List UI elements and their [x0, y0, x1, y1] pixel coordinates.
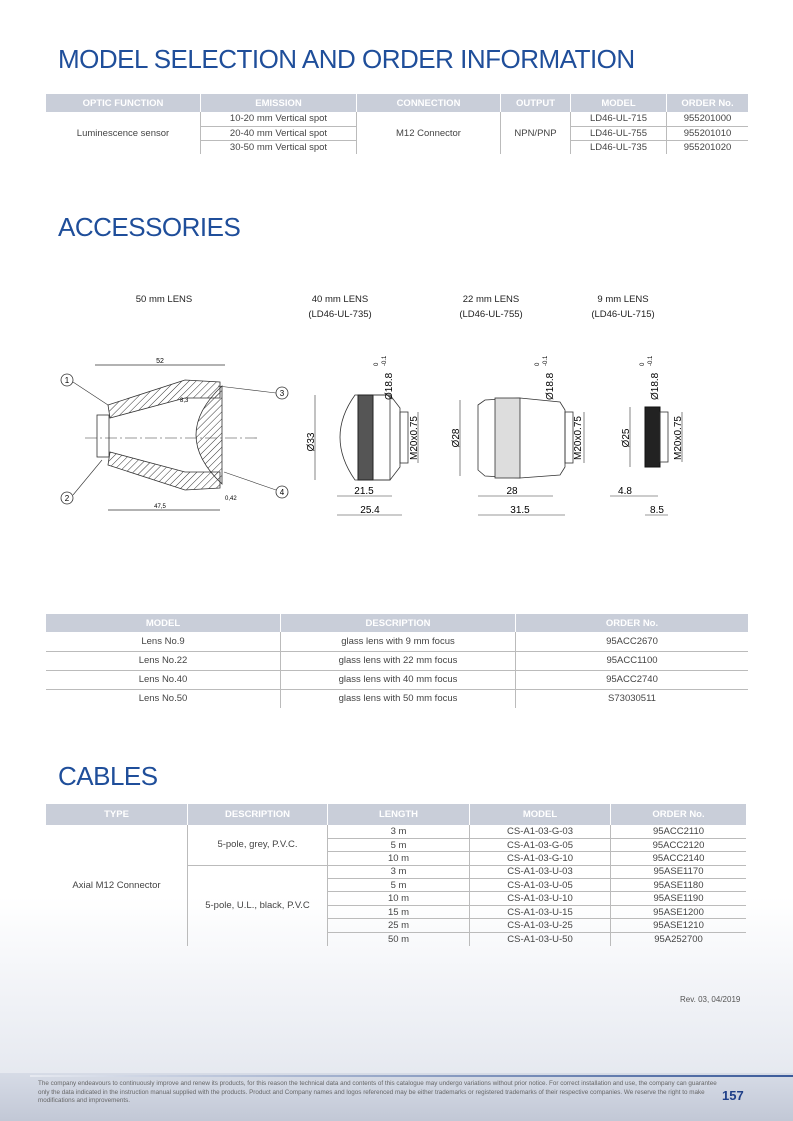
header-order-no: ORDER No.: [667, 94, 749, 112]
model-cell: Lens No.9: [46, 632, 281, 651]
bore-label: Ø18.8: [384, 372, 395, 400]
header-emission: EMISSION: [201, 94, 357, 112]
length-cell: 25 m: [328, 919, 470, 932]
length-cell: 50 m: [328, 932, 470, 945]
model-cell: Lens No.50: [46, 689, 281, 708]
model-cell: CS-A1-03-U-10: [470, 892, 611, 905]
model-cell: CS-A1-03-U-03: [470, 865, 611, 878]
lens40-title: 40 mm LENS: [311, 294, 369, 305]
lens40-model: (LD46-UL-735): [308, 309, 372, 320]
lens22-title: 22 mm LENS: [462, 294, 520, 305]
connection-cell: M12 Connector: [357, 112, 501, 154]
model-cell: CS-A1-03-U-05: [470, 879, 611, 892]
page-number: 157: [722, 1088, 744, 1103]
lens-element: [196, 386, 222, 484]
callout-2-label: 2: [64, 494, 70, 503]
callout-3-label: 3: [279, 389, 285, 398]
description-cell: 5-pole, U.L., black, P.V.C: [188, 865, 328, 945]
dia-label: Ø33: [306, 432, 317, 452]
tolerance-bottom: -0.1: [648, 355, 654, 366]
emission-cell: 30-50 mm Vertical spot: [201, 140, 357, 154]
order-cell: 955201000: [667, 112, 749, 126]
length-cell: 10 m: [328, 892, 470, 905]
lens40-drawing: [300, 350, 430, 520]
section-title-accessories: ACCESSORIES: [58, 212, 241, 242]
order-cell: 955201020: [683, 141, 732, 153]
dim-0-42: 0,42: [225, 496, 237, 502]
length-cell: 15 m: [328, 905, 470, 918]
dim-2: 8.5: [650, 505, 664, 516]
cables-table: [46, 804, 746, 946]
order-cell: 95ACC2110: [611, 825, 747, 838]
description-cell: 5-pole, grey, P.V.C.: [188, 825, 328, 865]
bore-label: Ø18.8: [545, 372, 556, 400]
tolerance-top: 0: [640, 362, 646, 366]
header-model: MODEL: [571, 94, 667, 112]
length-cell: 10 m: [328, 852, 470, 865]
table-row: [46, 651, 748, 670]
footer-divider: [30, 1075, 793, 1077]
header-description: DESCRIPTION: [188, 804, 328, 825]
leader-line: [73, 460, 102, 495]
output-cell: NPN/PNP: [501, 112, 571, 154]
length-cell: 5 m: [328, 879, 470, 892]
header-length: LENGTH: [328, 804, 470, 825]
lens50-drawing: [50, 350, 300, 520]
section-title-cables: CABLES: [58, 761, 158, 791]
knurled-ring: [358, 395, 373, 480]
model-cell: LD46-UL-755: [571, 126, 667, 140]
tolerance-bottom: -0.1: [543, 355, 549, 366]
order-cell: 955201010: [667, 126, 749, 140]
length-cell: 3 m: [328, 865, 470, 878]
dia-label: Ø25: [621, 428, 632, 448]
tolerance-top: 0: [535, 362, 541, 366]
table-header-row: [46, 94, 748, 112]
lens9-model: (LD46-UL-715): [591, 309, 655, 320]
type-cell: Axial M12 Connector: [46, 825, 188, 946]
order-cell: 95ACC1100: [516, 651, 749, 670]
dim-1: 28: [506, 486, 518, 497]
section-title-model-selection: MODEL SELECTION AND ORDER INFORMATION: [58, 44, 635, 74]
bore-label: Ø18.8: [650, 372, 661, 400]
lens9-drawing: [600, 350, 700, 520]
header-type: TYPE: [46, 804, 188, 825]
dim-1: 21.5: [354, 486, 374, 497]
footer-disclaimer: The company endeavours to continuously improve and renew its products, for this reason the technical data and contents of this catalogue may undergo variations without prior notice. For correct installation and use, the company can guarantee only the data indicated in the instruction manual supplied with the products. Product and Company names and logos referenced may be either trademarks or registered trademarks of their respective companies. We reserve the right to make modifications and improvements.: [38, 1080, 717, 1104]
leader-line: [218, 386, 276, 393]
dim-52: 52: [156, 358, 164, 365]
dim-8-3: 8,3: [180, 398, 189, 404]
emission-cell: 10-20 mm Vertical spot: [201, 112, 357, 126]
order-cell: S73030511: [608, 693, 656, 705]
table-header-row: [46, 804, 746, 825]
header-description: DESCRIPTION: [281, 614, 516, 632]
thread-label: M20x0.75: [409, 416, 420, 460]
model-cell: CS-A1-03-G-10: [470, 852, 611, 865]
model-cell: CS-A1-03-U-15: [470, 905, 611, 918]
order-cell: 95ASE1170: [611, 865, 747, 878]
table-row: [46, 632, 748, 651]
model-cell: CS-A1-03-G-05: [470, 838, 611, 851]
table-row: [46, 112, 748, 126]
thread-label: M20x0.75: [573, 416, 584, 460]
lens9-title: 9 mm LENS: [597, 294, 649, 305]
lens-mount: [97, 415, 109, 457]
header-order-no: ORDER No.: [611, 804, 747, 825]
model-cell: CS-A1-03-U-25: [470, 919, 611, 932]
description-cell: glass lens with 40 mm focus: [281, 670, 516, 689]
dim-2: 31.5: [510, 505, 530, 516]
header-optic-function: OPTIC FUNCTION: [46, 94, 201, 112]
knurled-ring: [645, 407, 660, 467]
order-cell: 95A252700: [654, 933, 703, 945]
header-connection: CONNECTION: [357, 94, 501, 112]
model-cell: Lens No.22: [46, 651, 281, 670]
lens22-model: (LD46-UL-755): [459, 309, 523, 320]
tolerance-top: 0: [374, 362, 380, 366]
callout-4-label: 4: [279, 488, 285, 497]
leader-line: [73, 382, 108, 405]
description-cell: glass lens with 9 mm focus: [281, 632, 516, 651]
header-output: OUTPUT: [501, 94, 571, 112]
header-order-no: ORDER No.: [516, 614, 749, 632]
knurled-ring: [495, 398, 520, 478]
header-model: MODEL: [470, 804, 611, 825]
dim-47-5: 47,5: [154, 504, 166, 510]
optic-function-cell: Luminescence sensor: [46, 112, 201, 154]
length-cell: 5 m: [328, 838, 470, 851]
lens22-drawing: [440, 350, 590, 520]
emission-cell: 20-40 mm Vertical spot: [201, 126, 357, 140]
lens50-title: 50 mm LENS: [135, 294, 193, 305]
model-cell: CS-A1-03-G-03: [470, 825, 611, 838]
dia-label: Ø28: [451, 428, 462, 448]
leader-line: [224, 472, 276, 490]
model-cell: CS-A1-03-U-50: [470, 932, 611, 945]
order-cell: 95ASE1180: [611, 879, 747, 892]
thread-label: M20x0.75: [673, 416, 684, 460]
order-cell: 95ACC2670: [516, 632, 749, 651]
order-cell: 95ASE1190: [611, 892, 747, 905]
order-cell: 95ASE1200: [611, 905, 747, 918]
description-cell: glass lens with 22 mm focus: [281, 651, 516, 670]
revision-label: Rev. 03, 04/2019: [680, 995, 741, 1004]
table-row: [46, 670, 748, 689]
table-header-row: [46, 614, 748, 632]
header-model: MODEL: [46, 614, 281, 632]
order-cell: 95ACC2140: [611, 852, 747, 865]
callout-1-label: 1: [64, 376, 70, 385]
tolerance-bottom: -0.1: [382, 355, 388, 366]
order-cell: 95ACC2740: [516, 670, 749, 689]
model-cell: Lens No.40: [46, 670, 281, 689]
order-cell: 95ASE1210: [611, 919, 747, 932]
accessories-table: [46, 614, 748, 708]
description-cell: glass lens with 50 mm focus: [281, 689, 516, 708]
model-cell: LD46-UL-715: [571, 112, 667, 126]
table-row: [46, 825, 746, 838]
table-row: [46, 689, 748, 708]
dim-1: 4.8: [618, 486, 632, 497]
order-cell: 95ACC2120: [611, 838, 747, 851]
cables-table-body: [46, 825, 746, 946]
dim-2: 25.4: [360, 505, 380, 516]
model-cell: LD46-UL-735: [571, 140, 667, 154]
length-cell: 3 m: [328, 825, 470, 838]
model-selection-table: [46, 94, 748, 154]
